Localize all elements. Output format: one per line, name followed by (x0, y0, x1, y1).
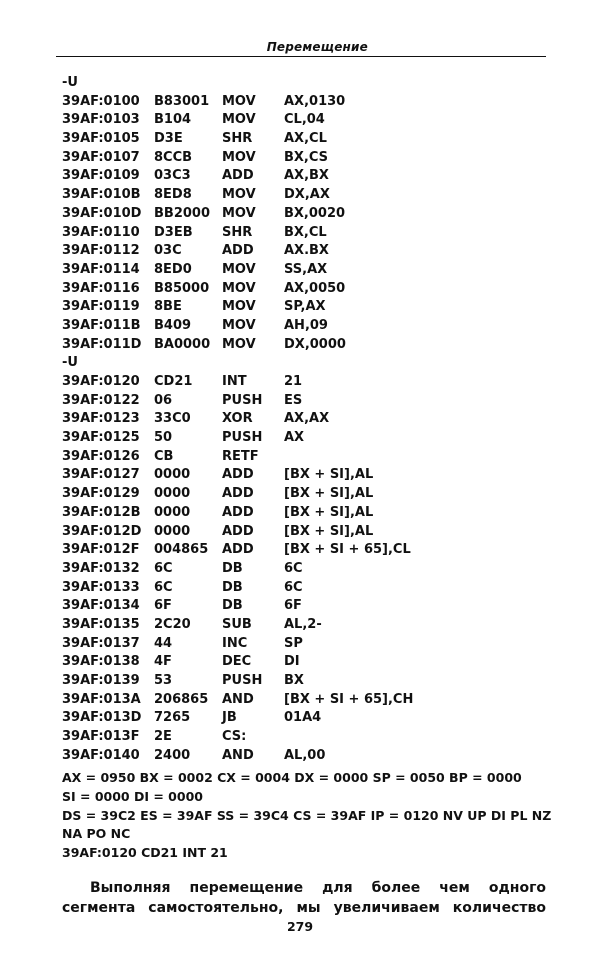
code-mnemonic: AND (222, 691, 254, 707)
code-operands: AX,0130 (284, 93, 346, 109)
code-mnemonic: PUSH (222, 392, 263, 408)
code-mnemonic: DEC (222, 654, 252, 670)
code-mnemonic: ADD (222, 542, 254, 558)
register-line: 39AF:0120 CD21 INT 21 (62, 845, 228, 861)
code-mnemonic: INT (222, 374, 247, 389)
code-operands: 6F (284, 598, 302, 614)
register-line: DS = 39C2 ES = 39AF SS = 39C4 CS = 39AF IP = 0120 NV UP DI PL NZ (62, 807, 552, 823)
code-bytes: B409 (154, 317, 192, 333)
code-address: 39AF:0132 (62, 560, 140, 576)
code-mnemonic: ADD (222, 486, 254, 502)
code-mnemonic: SHR (222, 131, 253, 147)
code-bytes: B85000 (154, 280, 210, 296)
code-operands: SP,AX (284, 299, 326, 315)
code-address: 39AF:0110 (62, 224, 140, 240)
code-operands: BX,CS (284, 149, 329, 165)
code-mnemonic: XOR (222, 411, 253, 427)
code-mnemonic: ADD (222, 168, 254, 184)
code-address: 39AF:0112 (62, 243, 140, 259)
code-mnemonic: MOV (222, 112, 256, 128)
code-bytes: 4F (154, 654, 172, 670)
code-bytes: 2E (154, 729, 172, 745)
code-mnemonic: MOV (222, 280, 256, 296)
code-operands: BX,0020 (284, 205, 346, 221)
code-bytes: 8BE (154, 299, 182, 315)
code-address: 39AF:0103 (62, 112, 140, 128)
code-bytes: 03C (154, 243, 182, 259)
code-bytes: 0000 (154, 504, 191, 520)
code-mnemonic: MOV (222, 149, 256, 165)
code-bytes: 53 (154, 673, 173, 688)
code-mnemonic: CS: (222, 729, 247, 745)
register-line: NA PO NC (62, 826, 131, 842)
code-operands: [BX + SI + 65],CL (284, 542, 411, 558)
code-mnemonic: MOV (222, 187, 256, 203)
code-address: 39AF:012D (62, 523, 142, 539)
code-address: -U (62, 355, 78, 371)
code-address: 39AF:0122 (62, 392, 140, 408)
code-operands: AX,0050 (284, 280, 346, 296)
code-bytes: 2C20 (154, 616, 191, 632)
code-bytes: 6C (154, 560, 173, 576)
code-operands: AX.BX (284, 243, 329, 259)
code-bytes: 0000 (154, 486, 191, 502)
code-bytes: D3EB (154, 224, 193, 240)
code-bytes: 8ED0 (154, 261, 192, 277)
code-bytes: 6C (154, 579, 173, 595)
code-address: 39AF:0116 (62, 280, 140, 296)
code-address: 39AF:0123 (62, 411, 140, 427)
running-header (56, 36, 546, 58)
code-bytes: 06 (154, 392, 173, 408)
code-address: 39AF:0119 (62, 299, 140, 315)
code-operands: 01A4 (284, 710, 322, 726)
code-address: 39AF:011D (62, 336, 142, 352)
code-address: 39AF:0107 (62, 149, 140, 165)
code-operands: DX,AX (284, 187, 330, 203)
code-operands: [BX + SI],AL (284, 523, 374, 539)
code-address: 39AF:0139 (62, 673, 140, 688)
code-mnemonic: DB (222, 598, 243, 614)
code-mnemonic: MOV (222, 317, 256, 333)
code-bytes: BB2000 (154, 205, 210, 221)
paragraph-line: сегмента самостоятельно, мы увеличиваем количество (62, 900, 546, 916)
code-operands: AX,AX (284, 411, 330, 427)
code-mnemonic: JB (222, 710, 237, 726)
code-address: 39AF:0100 (62, 93, 140, 109)
code-operands: AL,00 (284, 747, 326, 763)
code-address: 39AF:012B (62, 504, 141, 520)
header-title: Перемещение (266, 40, 368, 54)
paragraph-line: Выполняя перемещение для более чем одного (90, 880, 546, 896)
code-bytes: CD21 (154, 374, 193, 389)
code-bytes: B83001 (154, 93, 210, 109)
code-address: 39AF:0138 (62, 654, 140, 670)
code-bytes: 0000 (154, 523, 191, 539)
code-operands: BX (284, 673, 304, 688)
code-bytes: 2400 (154, 747, 191, 763)
code-address: 39AF:0114 (62, 261, 140, 277)
header-rule (56, 56, 546, 57)
code-operands: [BX + SI],AL (284, 504, 374, 520)
code-address: 39AF:013D (62, 710, 142, 726)
code-address: 39AF:0135 (62, 616, 140, 632)
code-mnemonic: PUSH (222, 430, 263, 446)
code-address: 39AF:010D (62, 205, 142, 221)
code-bytes: 44 (154, 635, 173, 651)
code-bytes: 50 (154, 430, 173, 446)
page-number: 279 (286, 919, 314, 934)
code-address: 39AF:0133 (62, 579, 140, 595)
code-address: 39AF:0129 (62, 486, 140, 502)
code-operands: AX (284, 430, 305, 446)
code-address: 39AF:0137 (62, 635, 140, 651)
code-mnemonic: ADD (222, 523, 254, 539)
code-address: 39AF:0134 (62, 598, 140, 614)
code-address: 39AF:0125 (62, 430, 140, 446)
code-operands: 21 (284, 374, 303, 389)
code-address: 39AF:013A (62, 691, 141, 707)
code-operands: DX,0000 (284, 336, 346, 352)
code-operands: AH,09 (284, 317, 328, 333)
register-dump (62, 769, 551, 863)
code-address: 39AF:0126 (62, 448, 140, 464)
code-bytes: 8ED8 (154, 187, 192, 203)
code-bytes: 7265 (154, 710, 191, 726)
code-operands: AL,2- (284, 616, 322, 632)
code-address: 39AF:0140 (62, 747, 140, 763)
code-bytes: 206865 (154, 691, 209, 707)
register-line: SI = 0000 DI = 0000 (62, 788, 203, 804)
code-operands: AX,BX (284, 168, 329, 184)
code-mnemonic: SHR (222, 224, 253, 240)
code-mnemonic: ADD (222, 504, 254, 520)
code-mnemonic: ADD (222, 467, 254, 483)
code-mnemonic: RETF (222, 448, 259, 464)
code-bytes: 0000 (154, 467, 191, 483)
code-address: 39AF:0120 (62, 374, 140, 389)
code-address: 39AF:011B (62, 317, 141, 333)
body-paragraph (62, 878, 546, 918)
code-bytes: 03C3 (154, 168, 191, 184)
code-mnemonic: DB (222, 579, 243, 595)
code-bytes: CB (154, 448, 174, 464)
code-operands: AX,CL (284, 131, 327, 147)
code-address: 39AF:0127 (62, 467, 140, 483)
code-address: 39AF:010B (62, 187, 141, 203)
code-address: -U (62, 75, 78, 90)
code-operands: ES (284, 392, 303, 408)
code-mnemonic: SUB (222, 616, 252, 632)
code-mnemonic: MOV (222, 93, 256, 109)
code-mnemonic: PUSH (222, 673, 263, 688)
code-operands: DI (284, 654, 300, 670)
code-mnemonic: MOV (222, 261, 256, 277)
register-line: AX = 0950 BX = 0002 CX = 0004 DX = 0000 SP = 0050 BP = 0000 (62, 770, 522, 785)
code-operands: 6C (284, 560, 303, 576)
code-operands: SS,AX (284, 261, 328, 277)
code-operands: [BX + SI + 65],CH (284, 691, 414, 707)
code-mnemonic: MOV (222, 336, 256, 352)
code-mnemonic: AND (222, 747, 254, 763)
code-bytes: 8CCB (154, 149, 193, 165)
code-operands: BX,CL (284, 224, 327, 240)
code-bytes: B104 (154, 112, 192, 128)
code-address: 39AF:012F (62, 542, 140, 558)
code-mnemonic: DB (222, 560, 243, 576)
code-operands: [BX + SI],AL (284, 467, 374, 483)
code-mnemonic: MOV (222, 205, 256, 221)
code-address: 39AF:0105 (62, 131, 140, 147)
code-address: 39AF:013F (62, 729, 140, 745)
code-mnemonic: INC (222, 635, 248, 651)
code-address: 39AF:0109 (62, 168, 140, 184)
code-operands: 6C (284, 579, 303, 595)
code-mnemonic: ADD (222, 243, 254, 259)
code-operands: CL,04 (284, 112, 325, 128)
code-mnemonic: MOV (222, 299, 256, 315)
code-operands: [BX + SI],AL (284, 486, 374, 502)
code-bytes: D3E (154, 131, 183, 147)
code-bytes: 6F (154, 598, 172, 614)
code-operands: SP (284, 635, 303, 651)
code-bytes: 33C0 (154, 411, 191, 427)
code-bytes: 004865 (154, 542, 209, 558)
code-bytes: BA0000 (154, 336, 211, 352)
